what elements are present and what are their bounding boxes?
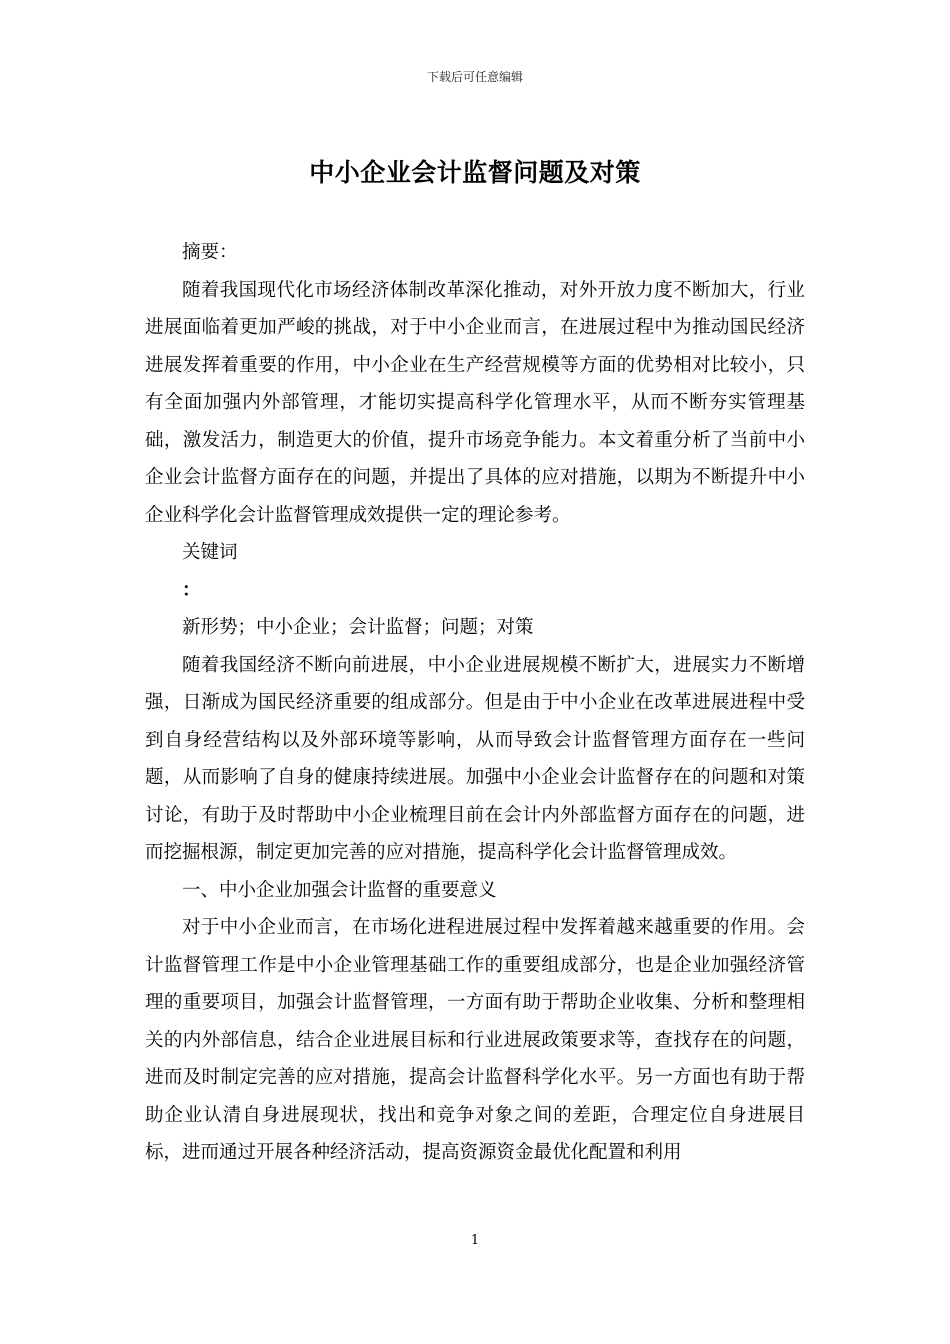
- header-note: 下载后可任意编辑: [426, 70, 523, 84]
- keywords-list: 新形势；中小企业；会计监督；问题；对策: [182, 617, 534, 638]
- document-body: [145, 234, 805, 1172]
- keywords-label: 关键词: [182, 542, 238, 563]
- abstract-paragraph: 随着我国现代化市场经济体制改革深化推动，对外开放力度不断加大，行业进展面临着更加严峻的挑战，对于中小企业而言，在进展过程中为推动国民经济进展发挥着重要的作用，中小企业在生产经营规模等方面的优势相对比较小，只有全面加强内外部管理，才能切实提高科学化管理水平，从而不断夯实管理基础，激发活力，制造更大的价值，提升市场竞争能力。本文着重分析了当前中小企业会计监督方面存在的问题，并提出了具体的应对措施，以期为不断提升中小企业科学化会计监督管理成效提供一定的理论参考。: [145, 279, 805, 526]
- section1-heading: 一、中小企业加强会计监督的重要意义: [182, 879, 497, 901]
- page-number: 1: [470, 1233, 480, 1248]
- intro-paragraph: 随着我国经济不断向前进展，中小企业进展规模不断扩大，进展实力不断增强，日渐成为国民经济重要的组成部分。但是由于中小企业在改革进展进程中受到自身经营结构以及外部环境等影响，从而导致会计监督管理方面存在一些问题，从而影响了自身的健康持续进展。加强中小企业会计监督存在的问题和对策讨论，有助于及时帮助中小企业梳理目前在会计内外部监督方面存在的问题，进而挖掘根源，制定更加完善的应对措施，提高科学化会计监督管理成效。: [145, 654, 805, 863]
- abstract-label: 摘要：: [182, 242, 238, 263]
- section1-paragraph: 对于中小企业而言，在市场化进程进展过程中发挥着越来越重要的作用。会计监督管理工作是中小企业管理基础工作的重要组成部分，也是企业加强经济管理的重要项目，加强会计监督管理，一方面有助于帮助企业收集、分析和整理相关的内外部信息，结合企业进展目标和行业进展政策要求等，查找存在的问题，进而及时制定完善的应对措施，提高会计监督科学化水平。另一方面也有助于帮助企业认清自身进展现状，找出和竞争对象之间的差距，合理定位自身进展目标，进而通过开展各种经济活动，提高资源资金最优化配置和利用: [145, 917, 805, 1163]
- document-title: 中小企业会计监督问题及对策: [309, 158, 641, 187]
- keywords-colon: ：: [182, 579, 201, 601]
